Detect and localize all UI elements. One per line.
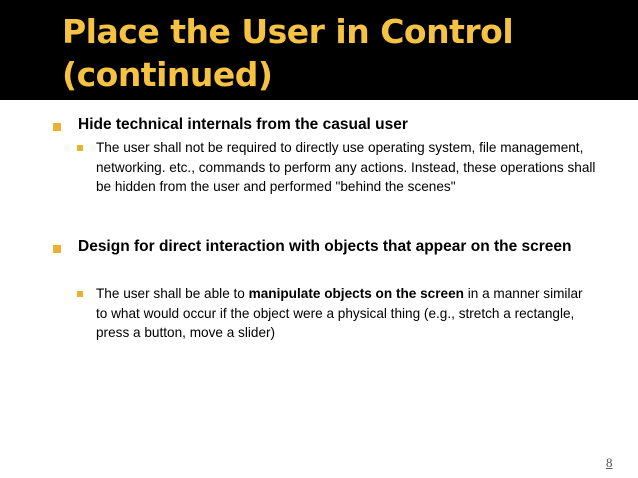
page-number: 8 [606,455,613,470]
slide-title-line-2: (continued) [62,55,273,94]
bullet-heading-hide-internals: Hide technical internals from the casual user [78,116,408,133]
slide-title-line-1: Place the User in Control [62,12,514,51]
sub-text-before: The user shall be able to [96,286,249,301]
bullet-sub-direct-interaction [96,284,596,343]
sub-text-emphasis: manipulate objects on the screen [248,286,464,301]
square-bullet-icon [77,291,83,297]
bullet-heading-direct-interaction: Design for direct interaction with objects that appear on the screen [78,238,572,255]
title-bar [0,0,638,100]
sub-text-after: in a manner similar to what would occur if the object were a physical thing (e.g., stretch a rectangle, press a button, move a slider) [96,286,583,340]
square-bullet-icon [77,145,83,151]
square-bullet-icon [53,123,61,131]
square-bullet-icon [53,245,61,253]
bullet-sub-hide-internals: The user shall not be required to directly use operating system, file management, networking. etc., commands to perform any actions. Instead, these operations shall be hidden from the user and performed "behind the scenes" [96,140,596,194]
